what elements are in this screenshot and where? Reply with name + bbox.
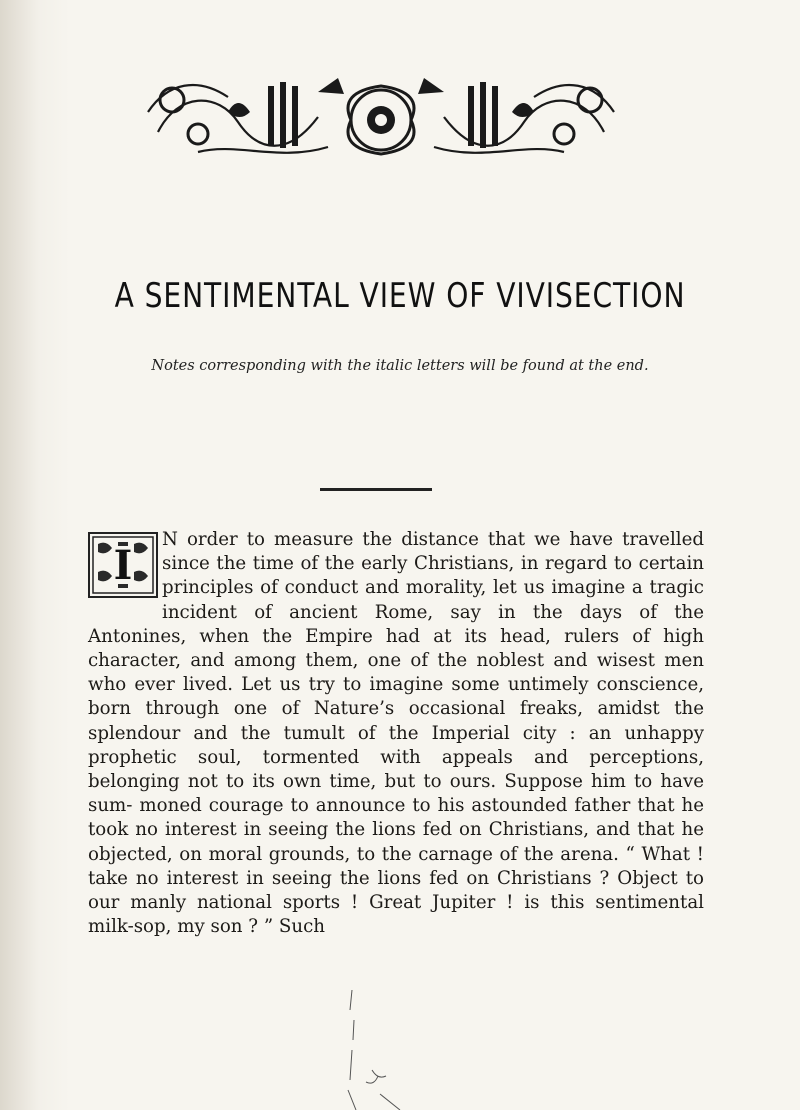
page-shadow-edge bbox=[0, 0, 70, 1110]
paper-mark bbox=[320, 990, 420, 1110]
section-divider bbox=[320, 488, 432, 491]
drop-cap-ornament bbox=[90, 534, 156, 596]
ornate-drop-cap-icon bbox=[88, 532, 158, 598]
floral-headpiece-icon bbox=[138, 72, 624, 164]
drop-cap-letter: I bbox=[113, 542, 133, 589]
body-paragraph bbox=[88, 528, 704, 939]
body-text: N order to measure the distance that we have travelled since the time of the early Christians, in regard to certain principles of conduct and morality, let us imagine a tragic incident of ancient Rome, say in the days of the Antonines, when the Empire had at its head, rulers of high character, and among them, one of the noblest and wisest men who ever lived. Let us try to imagine some untimely conscience, born through one of Nature’s occasional freaks, amidst the splendour and the tumult of the Imperial city : an unhappy prophetic soul, tormented with appeals and perceptions, belonging not to its own time, but to ours. Suppose him to have sum- moned courage to announce to his astounded father that he took no interest in seeing the lions fed on Christians, and that he objected, on moral grounds, to the carnage of the arena. “ What ! take no interest in seeing the lions fed on Christians ? Object to our manly national sports ! Great Jupiter ! is this sentimental milk-sop, my son ? ” Such bbox=[88, 529, 704, 938]
notes-remark: Notes corresponding with the italic letters will be found at the end. bbox=[151, 358, 649, 374]
page-title: A SENTIMENTAL VIEW OF VIVISECTION bbox=[114, 276, 686, 316]
